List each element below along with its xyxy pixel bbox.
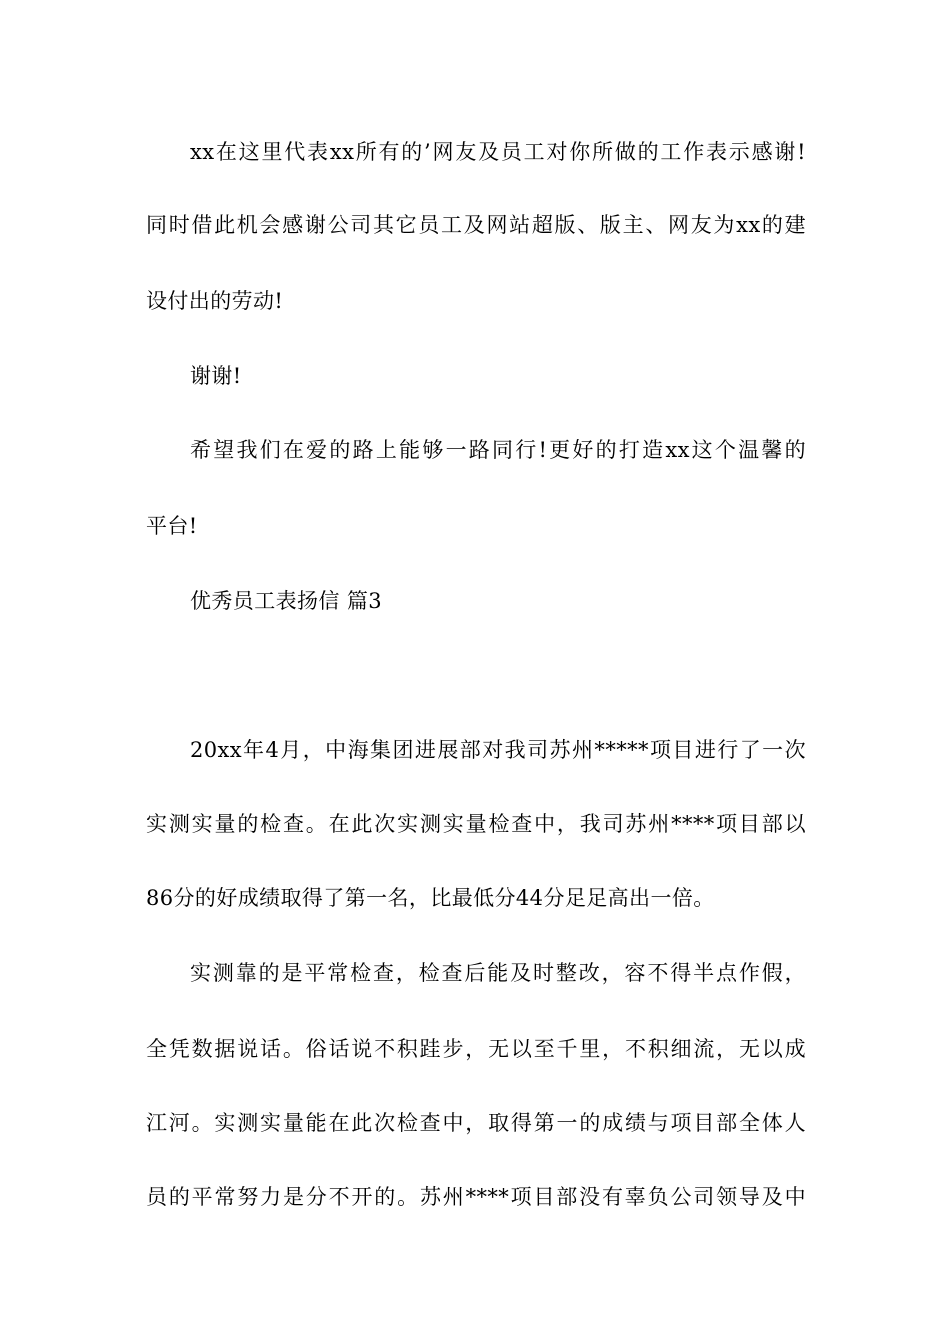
text-line-4: 谢谢! [190, 364, 242, 388]
text-line-12: 全凭数据说话。俗话说不积跬步，无以至千里，不积细流，无以成 [146, 1037, 806, 1061]
text-line-10: 86分的好成绩取得了第一名，比最低分44分足足高出一倍。 [146, 886, 715, 910]
text-line-6: 平台! [146, 514, 198, 538]
text-line-13: 江河。实测实量能在此次检查中，取得第一的成绩与项目部全体人 [146, 1111, 806, 1135]
text-line-14: 员的平常努力是分不开的。苏州****项目部没有辜负公司领导及中 [146, 1185, 806, 1209]
text-line-1: xx在这里代表xx所有的’网友及员工对你所做的工作表示感谢! [190, 140, 806, 164]
text-line-5: 希望我们在爱的路上能够一路同行!更好的打造xx这个温馨的 [190, 438, 806, 462]
text-line-8: 20xx年4月，中海集团进展部对我司苏州*****项目进行了一次 [190, 738, 806, 762]
text-line-2: 同时借此机会感谢公司其它员工及网站超版、版主、网友为xx的建 [146, 213, 806, 237]
text-line-9: 实测实量的检查。在此次实测实量检查中，我司苏州****项目部以 [146, 812, 806, 836]
text-line-11: 实测靠的是平常检查，检查后能及时整改，容不得半点作假， [190, 961, 806, 985]
section-heading: 优秀员工表扬信 篇3 [190, 589, 383, 613]
text-line-3: 设付出的劳动! [146, 289, 284, 313]
